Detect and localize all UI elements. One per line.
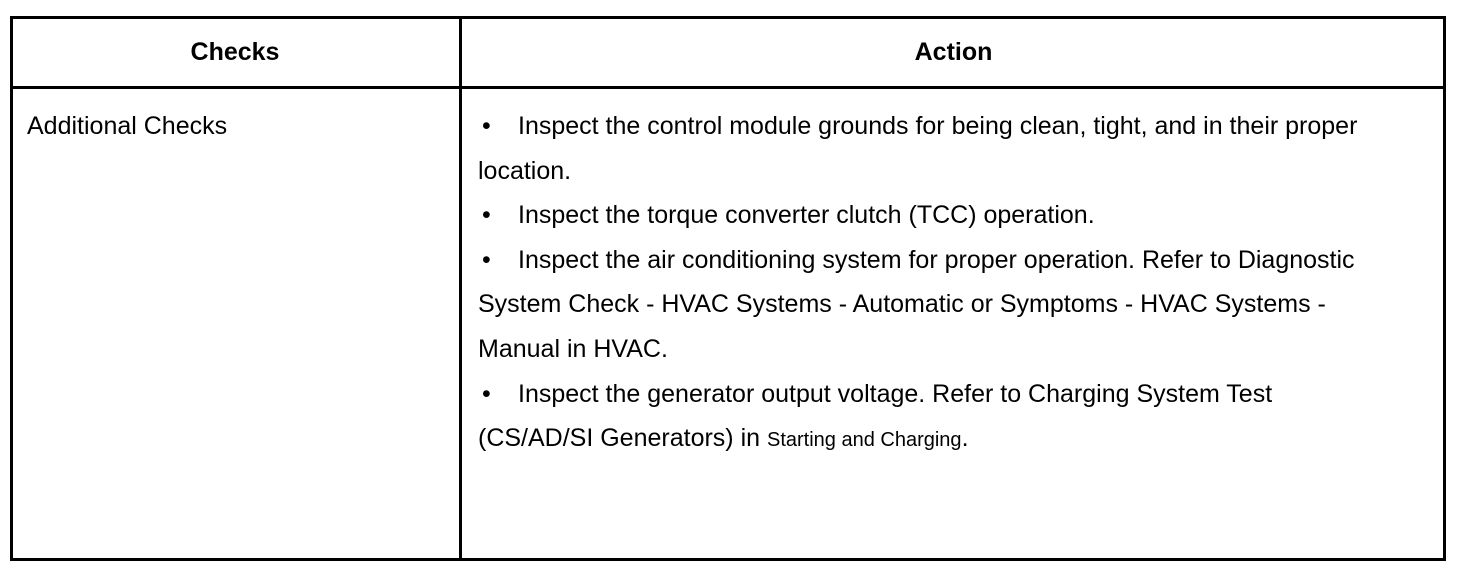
bullet: •: [482, 112, 491, 140]
bullet: •: [482, 201, 491, 230]
header-checks: Checks: [190, 37, 280, 66]
action-suffix: .: [961, 424, 969, 453]
bullet: •: [482, 379, 491, 408]
action-text: Inspect the torque converter clutch (TCC) operation.: [518, 201, 1095, 230]
column-divider: [459, 16, 462, 561]
action-item: [478, 372, 1368, 463]
check-label: Additional Checks: [27, 112, 228, 140]
bullet: •: [482, 245, 491, 274]
action-list: [478, 104, 1368, 463]
action-text: Inspect the generator output voltage. Refer to Charging System Test (CS/AD/SI Generators) in: [478, 379, 1273, 453]
action-item: [478, 193, 1368, 238]
action-text: Inspect the air conditioning system for proper operation. Refer to Diagnostic System Check - HVAC Systems - Automatic or Symptoms - HVAC Systems - Manual in HVAC.: [478, 245, 1355, 363]
reference-link: Starting and Charging: [766, 429, 962, 452]
action-text: Inspect the control module grounds for being clean, tight, and in their proper location.: [478, 112, 1358, 185]
action-item: [478, 238, 1368, 372]
header-action: Action: [914, 37, 993, 66]
action-item: [478, 104, 1368, 193]
